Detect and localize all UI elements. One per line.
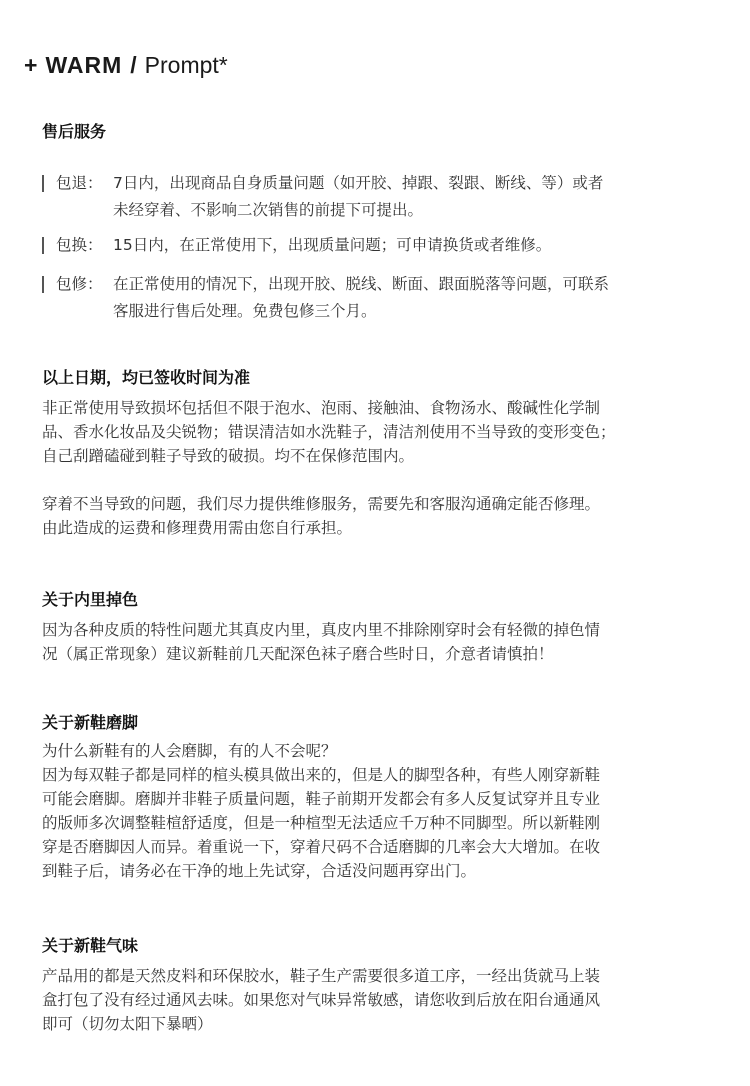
text-line: 自己刮蹭磕碰到鞋子导致的破损。均不在保修范围内。 <box>42 447 415 465</box>
new-shoe-smell-paragraph <box>42 964 722 1036</box>
policy-line: 15日内，在正常使用下，出现质量问题；可申请换货或者维修。 <box>113 236 552 254</box>
lining-fade-section <box>42 589 722 666</box>
brand-tagline: Prompt* <box>144 51 228 78</box>
text-line: 非正常使用导致损坏包括但不限于泡水、泡雨、接触油、食物汤水、酸碱性化学制 <box>42 399 601 417</box>
section-title: 关于内里掉色 <box>42 590 139 609</box>
brand-separator: / <box>130 51 137 78</box>
section-title: 售后服务 <box>42 122 107 141</box>
section-title: 以上日期，均已签收时间为准 <box>42 368 251 387</box>
brand-name: WARM <box>45 51 123 78</box>
text-line: 品、香水化妆品及尖锐物；错误清洁如水洗鞋子，清洁剂使用不当导致的变形变色； <box>42 423 616 441</box>
new-shoe-smell-section <box>42 935 722 1036</box>
policy-exchange <box>42 232 722 259</box>
repair-notice-paragraph <box>42 492 722 540</box>
text-line: 因为各种皮质的特性问题尤其真皮内里，真皮内里不排除刚穿时会有轻微的掉色情 <box>42 621 601 639</box>
policy-repair <box>42 271 722 325</box>
policy-label: 包换： <box>56 236 103 254</box>
lining-fade-paragraph <box>42 618 722 666</box>
text-line: 穿着不当导致的问题，我们尽力提供维修服务，需要先和客服沟通确定能否修理。 <box>42 495 601 513</box>
policy-line: 在正常使用的情况下，出现开胶、脱线、断面、跟面脱落等问题，可联系 <box>113 275 610 293</box>
text-line: 况（属正常现象）建议新鞋前几天配深色袜子磨合些时日，介意者请慎拍！ <box>42 645 554 663</box>
text-line: 到鞋子后，请务必在干净的地上先试穿，合适没问题再穿出门。 <box>42 862 477 880</box>
section-title: 关于新鞋磨脚 <box>42 713 139 732</box>
after-sales-section <box>42 121 722 143</box>
text-line: 穿是否磨脚因人而异。着重说一下，穿着尺码不合适磨脚的几率会大大增加。在收 <box>42 838 601 856</box>
brand-header <box>24 48 228 82</box>
policy-label: 包修： <box>56 275 103 293</box>
text-line: 盒打包了没有经过通风去味。如果您对气味异常敏感，请您收到后放在阳台通通风 <box>42 991 601 1009</box>
text-line: 为什么新鞋有的人会磨脚，有的人不会呢？ <box>42 742 337 760</box>
policy-line: 客服进行售后处理。免费包修三个月。 <box>113 302 377 320</box>
policy-label: 包退： <box>56 174 103 192</box>
plus-icon: + <box>24 51 38 78</box>
date-notice-section <box>42 367 722 540</box>
text-line: 由此造成的运费和修理费用需由您自行承担。 <box>42 519 353 537</box>
bullet-bar <box>42 237 44 254</box>
text-line: 即可（切勿太阳下暴晒） <box>42 1015 213 1033</box>
policy-line: 未经穿着、不影响二次销售的前提下可提出。 <box>113 201 424 219</box>
bullet-bar <box>42 276 44 293</box>
section-title: 关于新鞋气味 <box>42 936 139 955</box>
text-line: 可能会磨脚。磨脚并非鞋子质量问题，鞋子前期开发都会有多人反复试穿并且专业 <box>42 790 601 808</box>
new-shoe-rub-paragraph <box>42 739 722 883</box>
policy-return <box>42 170 722 224</box>
new-shoe-rub-section <box>42 712 722 883</box>
policy-line: 7日内，出现商品自身质量问题（如开胶、掉跟、裂跟、断线、等）或者 <box>113 174 604 192</box>
text-line: 产品用的都是天然皮料和环保胶水，鞋子生产需要很多道工序，一经出货就马上装 <box>42 967 601 985</box>
text-line: 因为每双鞋子都是同样的楦头模具做出来的，但是人的脚型各种，有些人刚穿新鞋 <box>42 766 601 784</box>
bullet-bar <box>42 175 44 192</box>
date-notice-paragraph <box>42 396 722 468</box>
text-line: 的版师多次调整鞋楦舒适度，但是一种楦型无法适应千万种不同脚型。所以新鞋刚 <box>42 814 601 832</box>
